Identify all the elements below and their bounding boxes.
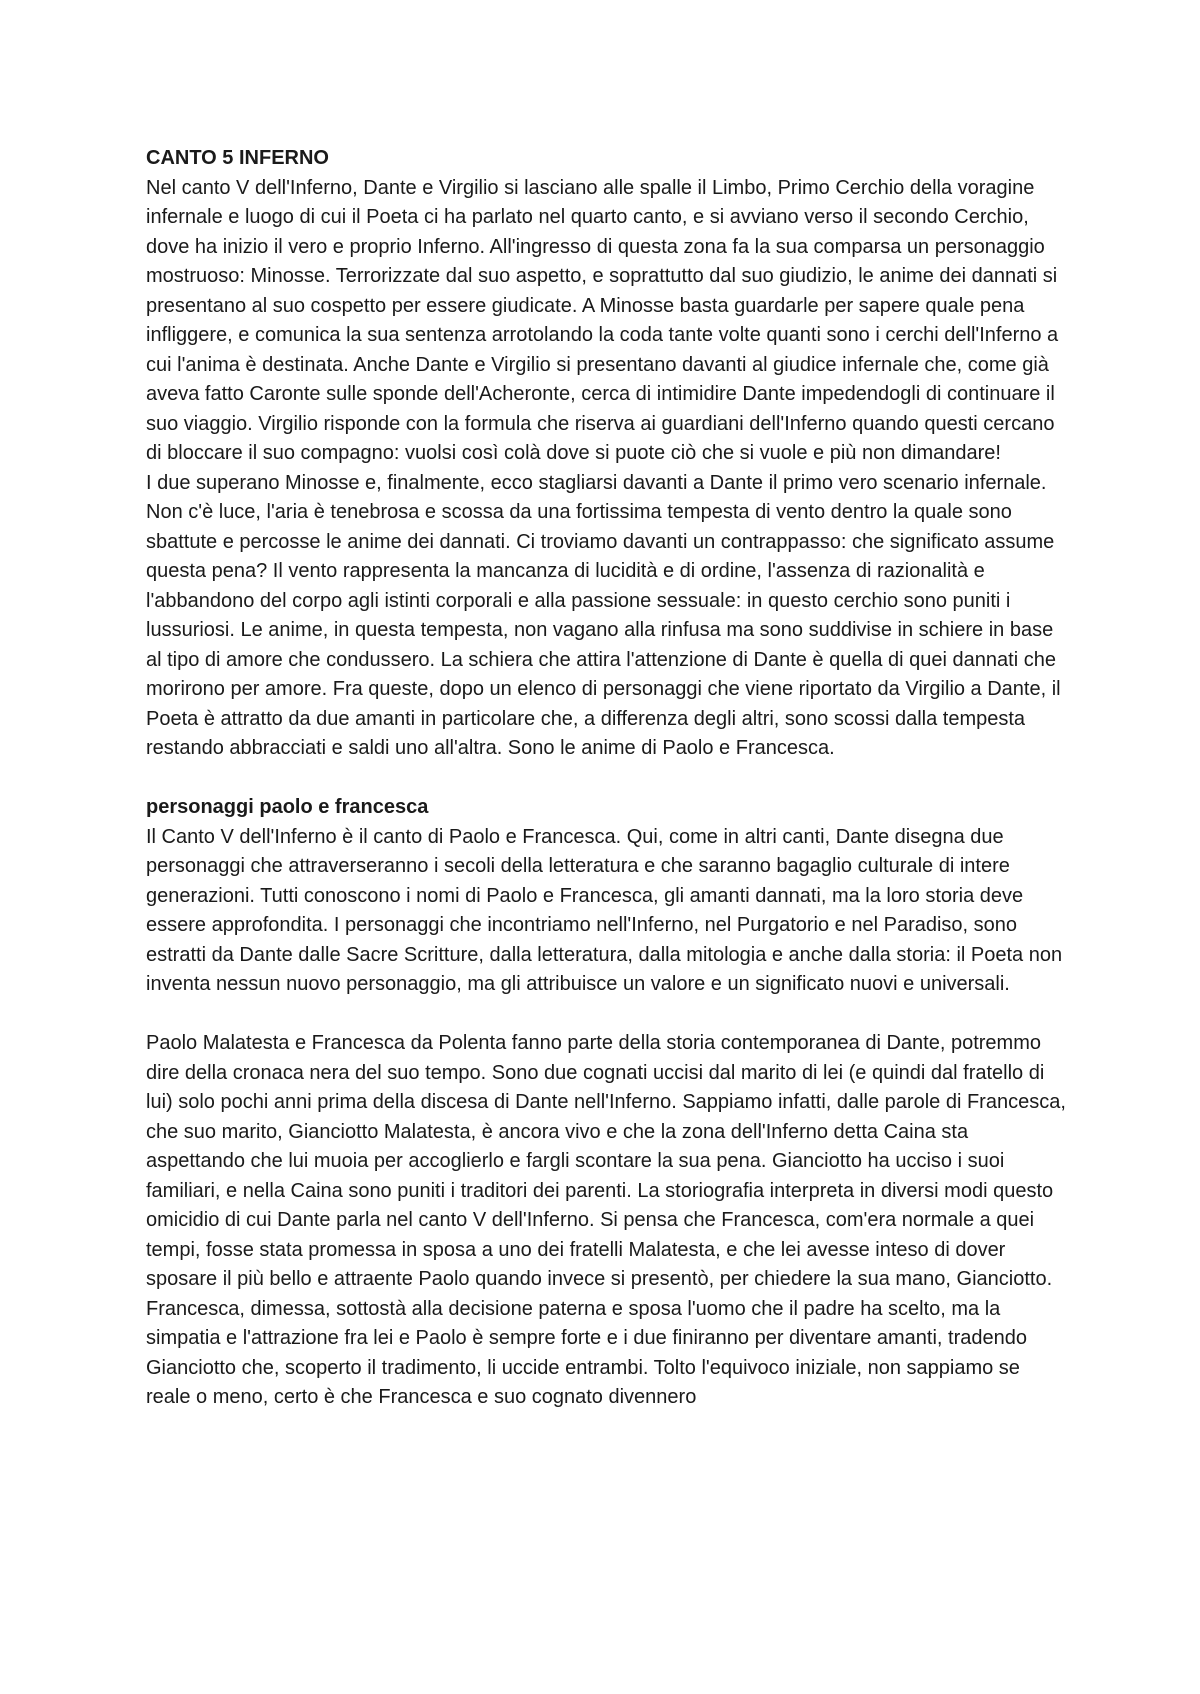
paragraph-canto-intro: Nel canto V dell'Inferno, Dante e Virgilio si lasciano alle spalle il Limbo, Primo Cerchio della voragine infernale e luogo di cui il Poeta ci ha parlato nel quarto canto, e si avviano verso il secondo Cerchio, dove ha inizio il vero e proprio Inferno. All'ingresso di questa zona fa la sua comparsa un personaggio mostruoso: Minosse. Terrorizzate dal suo aspetto, e soprattutto dal suo giudizio, le anime dei dannati si presentano al suo cospetto per essere giudicate. A Minosse basta guardarle per sapere quale pena infliggere, e comunica la sua sentenza arrotolando la coda tante volte quanti sono i cerchi dell'Inferno a cui l'anima è destinata. Anche Dante e Virgilio si presentano davanti al giudice infernale che, come già aveva fatto Caronte sulle sponde dell'Acheronte, cerca di intimidire Dante impedendogli di continuare il suo viaggio. Virgilio risponde con la formula che riserva ai guardiani dell'Inferno quando questi cercano di bloccare il suo compagno: vuolsi così colà dove si puote ciò che si vuole e più non dimandare! <box>146 176 1059 464</box>
paragraph-history: Paolo Malatesta e Francesca da Polenta fanno parte della storia contemporanea di Dante, potremmo dire della cronaca nera del suo tempo. Sono due cognati uccisi dal marito di lei (e quindi dal fratello di lui) solo pochi anni prima della discesa di Dante nell'Inferno. Sappiamo infatti, dalle parole di Francesca, che suo marito, Gianciotto Malatesta, è ancora vivo e che la zona dell'Inferno detta Caina sta aspettando che lui muoia per accoglierlo e fargli scontare la sua pena. Gianciotto ha ucciso i suoi familiari, e nella Caina sono puniti i traditori dei parenti. La storiografia interpreta in diversi modi questo omicidio di cui Dante parla nel canto V dell'Inferno. Si pensa che Francesca, com'era normale a quei tempi, fosse stata promessa in sposa a uno dei fratelli Malatesta, e che lei avesse inteso di dover sposare il più bello e attraente Paolo quando invece si presentò, per chiedere la sua mano, Gianciotto. Francesca, dimessa, sottostà alla decisione paterna e sposa l'uomo che il padre ha scelto, ma la simpatia e l'attrazione fra lei e Paolo è sempre forte e i due finiranno per diventare amanti, tradendo Gianciotto che, scoperto il tradimento, li uccide entrambi. Tolto l'equivoco iniziale, non sappiamo se reale o meno, certo è che Francesca e suo cognato divennero <box>146 1032 1066 1408</box>
paragraph-spacer <box>146 1000 1066 1030</box>
section-heading: personaggi paolo e francesca <box>146 796 429 818</box>
document-title: CANTO 5 INFERNO <box>146 147 329 169</box>
document-page <box>146 144 1066 1413</box>
paragraph-spacer <box>146 764 1066 794</box>
paragraph-characters: Il Canto V dell'Inferno è il canto di Paolo e Francesca. Qui, come in altri canti, Dante disegna due personaggi che attraverseranno i secoli della letteratura e che saranno bagaglio culturale di intere generazioni. Tutti conoscono i nomi di Paolo e Francesca, gli amanti dannati, ma la loro storia deve essere approfondita. I personaggi che incontriamo nell'Inferno, nel Purgatorio e nel Paradiso, sono estratti da Dante dalle Sacre Scritture, dalla letteratura, dalla mitologia e anche dalla storia: il Poeta non inventa nessun nuovo personaggio, ma gli attribuisce un valore e un significato nuovi e universali. <box>146 825 1063 995</box>
paragraph-second-circle: I due superano Minosse e, finalmente, ecco stagliarsi davanti a Dante il primo vero scenario infernale. Non c'è luce, l'aria è tenebrosa e scossa da una fortissima tempesta di vento dentro la quale sono sbattute e percosse le anime dei dannati. Ci troviamo davanti un contrappasso: che significato assume questa pena? Il vento rappresenta la mancanza di lucidità e di ordine, l'assenza di razionalità e l'abbandono del corpo agli istinti corporali e alla passione sessuale: in questo cerchio sono puniti i lussuriosi. Le anime, in questa tempesta, non vagano alla rinfusa ma sono suddivise in schiere in base al tipo di amore che condussero. La schiera che attira l'attenzione di Dante è quella di quei dannati che morirono per amore. Fra queste, dopo un elenco di personaggi che viene riportato da Virgilio a Dante, il Poeta è attratto da due amanti in particolare che, a differenza degli altri, sono scossi dalla tempesta restando abbracciati e saldi uno all'altra. Sono le anime di Paolo e Francesca. <box>146 471 1061 759</box>
